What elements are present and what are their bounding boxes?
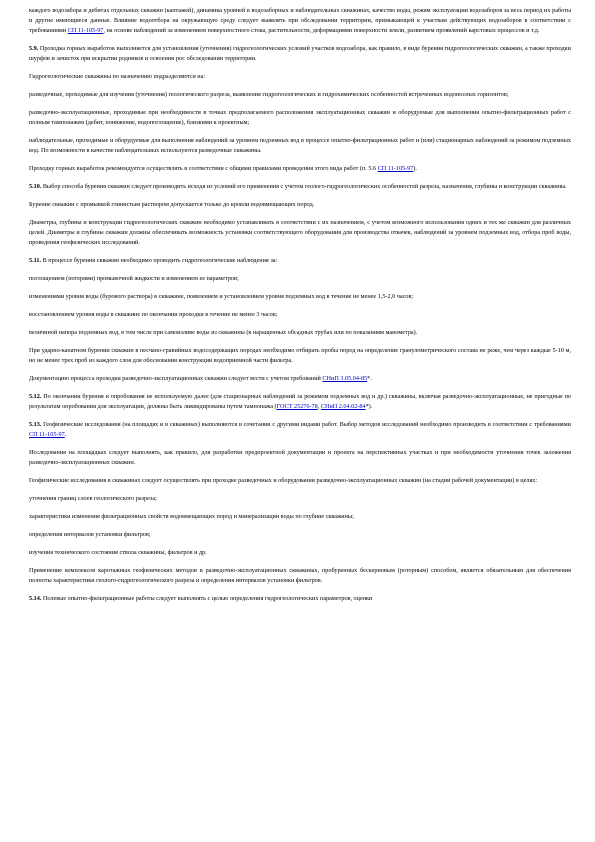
paragraph-text: Проходка горных выработок выполняется для установления (уточнения) гидрогеологических условий участков водозабора, как правило, в виде бурения гидрогеологических скважин, а также проходки шурфов и зачисток при вскрытии родников и освоении рос обследовании территории. xyxy=(29,45,571,62)
paragraph-text: Документацию процесса проходки разведочно-эксплуатационных скважин следует вести с учетом требований xyxy=(29,375,323,382)
paragraph-text: Бурение скважин с промывкой глинистым раствором допускается только до кровли водовмещающих пород. xyxy=(29,201,315,208)
paragraph xyxy=(29,182,571,192)
section-number: 5.14. xyxy=(29,595,42,602)
paragraph xyxy=(29,494,571,504)
paragraph xyxy=(29,594,571,604)
paragraph xyxy=(29,448,571,468)
paragraph xyxy=(29,346,571,366)
paragraph-text: определения интервалов установки фильтров; xyxy=(29,531,151,538)
section-number: 5.13. xyxy=(29,421,42,428)
paragraph xyxy=(29,256,571,266)
section-number: 5.9. xyxy=(29,45,39,52)
section-number: 5.10. xyxy=(29,183,42,190)
paragraph-text: Выбор способа бурения скважин следует производить исходя из условий его применения с учетом геолого-гидрогеологических особенностей разреза, назначения, глубины и конструкции скважины. xyxy=(41,183,567,190)
paragraph-text: По окончании бурения и опробования не используемую далее (для стационарных наблюдений за режимом подземных вод и др.) скважины, включая разведочно-эксплуатационные, не пригодные по результатам опробования для эксплуатации, должны быть ликвидированы путем тампонажа ( xyxy=(29,393,571,410)
paragraph xyxy=(29,530,571,540)
paragraph-text: В процессе бурения скважин необходимо проводить гидрогеологические наблюдения за: xyxy=(41,257,278,264)
paragraph-text: ). xyxy=(413,165,417,172)
paragraph-text: величиной напора подземных вод, в том числе при самоизливе воды из скважины (в наращенных обсадных трубах или по показаниям манометра). xyxy=(29,329,418,336)
section-number: 5.12. xyxy=(29,393,42,400)
paragraph xyxy=(29,392,571,412)
paragraph-text: Гидрогеологические скважины по назначению подразделяются на: xyxy=(29,73,206,80)
paragraph-text: уточнения границ слоев геологического разреза; xyxy=(29,495,157,502)
paragraph xyxy=(29,6,571,36)
paragraph-text: , на основе наблюдений за изменением поверхностного стока, растительности, деформациями поверхности земли, развитием проявлений карстовых процессов и т.д. xyxy=(103,27,540,34)
paragraph xyxy=(29,164,571,174)
paragraph-text: восстановлением уровня воды в скважине по окончании проходки в течение не менее 3 часов; xyxy=(29,311,278,318)
document-link[interactable]: СП 11-105-97 xyxy=(29,431,65,438)
paragraph-text: разведочные, проходимые для изучения (уточнения) геологического разреза, выявления гидрогеологических и гидрохимических особенностей встреченных водоносных горизонтов; xyxy=(29,91,509,98)
document-link[interactable]: СП 11-105-97 xyxy=(377,165,414,172)
paragraph-text: поглощением (потерями) промывочной жидкости и изменением ее параметров; xyxy=(29,275,239,282)
paragraph-text: Проходку горных выработок рекомендуется осуществлять в соответствии с общими правилами проведения этого вида работ (п. 5.6 xyxy=(29,165,378,172)
paragraph xyxy=(29,274,571,284)
document-link[interactable]: СНиП 2.04.02-84 xyxy=(320,403,366,410)
paragraph-text: Полевые опытно-фильтрационные работы следует выполнять с целью определения гидрогеологических параметров, оценки xyxy=(41,595,373,602)
paragraph-text: изучения технического состояния ствола скважины, фильтров и др. xyxy=(29,549,207,556)
paragraph xyxy=(29,108,571,128)
paragraph-text: , xyxy=(317,403,321,410)
paragraph-text: каждого водозабора и дебитах отдельных скважин (каптажей), динамика уровней в водозаборных и наблюдательных скважинах, качество воды, режим эксплуатации водозаборов за весь период их работы и другие имеющиеся данные. Влияние водоотбора на окружающую среду следует выявлять при обследовании территории, примыкающей к участкам действующих водозаборов в соответствии с требованиями xyxy=(29,7,571,34)
paragraph xyxy=(29,218,571,248)
document-link[interactable]: СНиП 3.05.04-85 xyxy=(322,375,368,382)
paragraph-text: Диаметры, глубины и конструкции гидрогеологических скважин необходимо устанавливать в соответствии с их назначением, с учетом возможного использования одних и тех же скважин для различных целей. Диаметры и глубины скважин должны обеспечивать возможность установки соответствующего оборудования для производства откачек, наблюдений за уровнем подземных вод, отбора проб воды, проведения геофизических исследований. xyxy=(29,219,571,246)
paragraph xyxy=(29,476,571,486)
paragraph-text: При ударно-канатном бурении скважин в песчано-гравийных водосодержащих породах необходимо отбирать пробы пород на определение гранулометрического состава не реже, чем через каждые 5-10 м, но не менее трех проб из каждого слоя для обоснования конструкции водоприемной части фильтра. xyxy=(29,347,571,364)
paragraph xyxy=(29,200,571,210)
paragraph xyxy=(29,310,571,320)
paragraph xyxy=(29,328,571,338)
paragraph-text: Геофизические исследования (на площадях и в скважинах) выполняются в сочетании с другими видами работ. Выбор методов исследований необходимо производить в соответствии с требованиями xyxy=(41,421,571,428)
paragraph xyxy=(29,374,571,384)
section-number: 5.11. xyxy=(29,257,42,264)
paragraph xyxy=(29,136,571,156)
paragraph-text: наблюдательные, проходимые и оборудуемые для выполнения наблюдений за уровнем подземных вод в процессе опытно-фильтрационных работ и (или) стационарных наблюдений за режимом подземных вод. По возможности в качестве наблюдательных используются разведочные скважины. xyxy=(29,137,571,154)
paragraph-text: *). xyxy=(365,403,373,410)
document-link[interactable]: СП 11-105-97 xyxy=(67,27,104,34)
paragraph xyxy=(29,566,571,586)
paragraph xyxy=(29,44,571,64)
paragraph-text: разведочно-эксплуатационные, проходимые при необходимости в точках предполагаемого расположения эксплуатационных скважин и оборудуемые для выполнения опытно-фильтрационных работ с полным тампонажем (дебит, понижение, водопоглощение), близкими к проектным; xyxy=(29,109,571,126)
paragraph xyxy=(29,90,571,100)
paragraph-text: Исследования на площадках следует выполнять, как правило, для разработки предпроектной документации и проекта на перспективных участках и при необходимости уточнения точек заложения разведочно-эксплуатационных скважин. xyxy=(29,449,571,466)
paragraph xyxy=(29,420,571,440)
paragraph xyxy=(29,72,571,82)
paragraph-text: *. xyxy=(367,375,372,382)
paragraph xyxy=(29,292,571,302)
paragraph-text: Применение комплексов каротажных геофизических методов в разведочно-эксплуатационных скважинах, пробуренных бескерновым (роторным) способом, является обязательным для обеспечения полноты характеристики геолого-гидрогеологического разреза и определения интервалов установки фильтров. xyxy=(29,567,571,584)
document-link[interactable]: ГОСТ 25276-78 xyxy=(276,403,318,410)
paragraph-text: Геофизические исследования в скважинах следует осуществлять при проходке разведочных и оборудовании разведочно-эксплуатационных скважин (на стадии рабочей документации) в целях: xyxy=(29,477,538,484)
paragraph-text: изменениями уровня воды (бурового раствора) в скважине, появлением и установлением уровня подземных вод в течение не менее 1,5-2,0 часов; xyxy=(29,293,414,300)
paragraph-text: . xyxy=(64,431,67,438)
paragraph xyxy=(29,512,571,522)
paragraph-text: характеристики изменения фильтрационных свойств водовмещающих пород и минерализации воды по глубине скважины; xyxy=(29,513,354,520)
paragraph xyxy=(29,548,571,558)
